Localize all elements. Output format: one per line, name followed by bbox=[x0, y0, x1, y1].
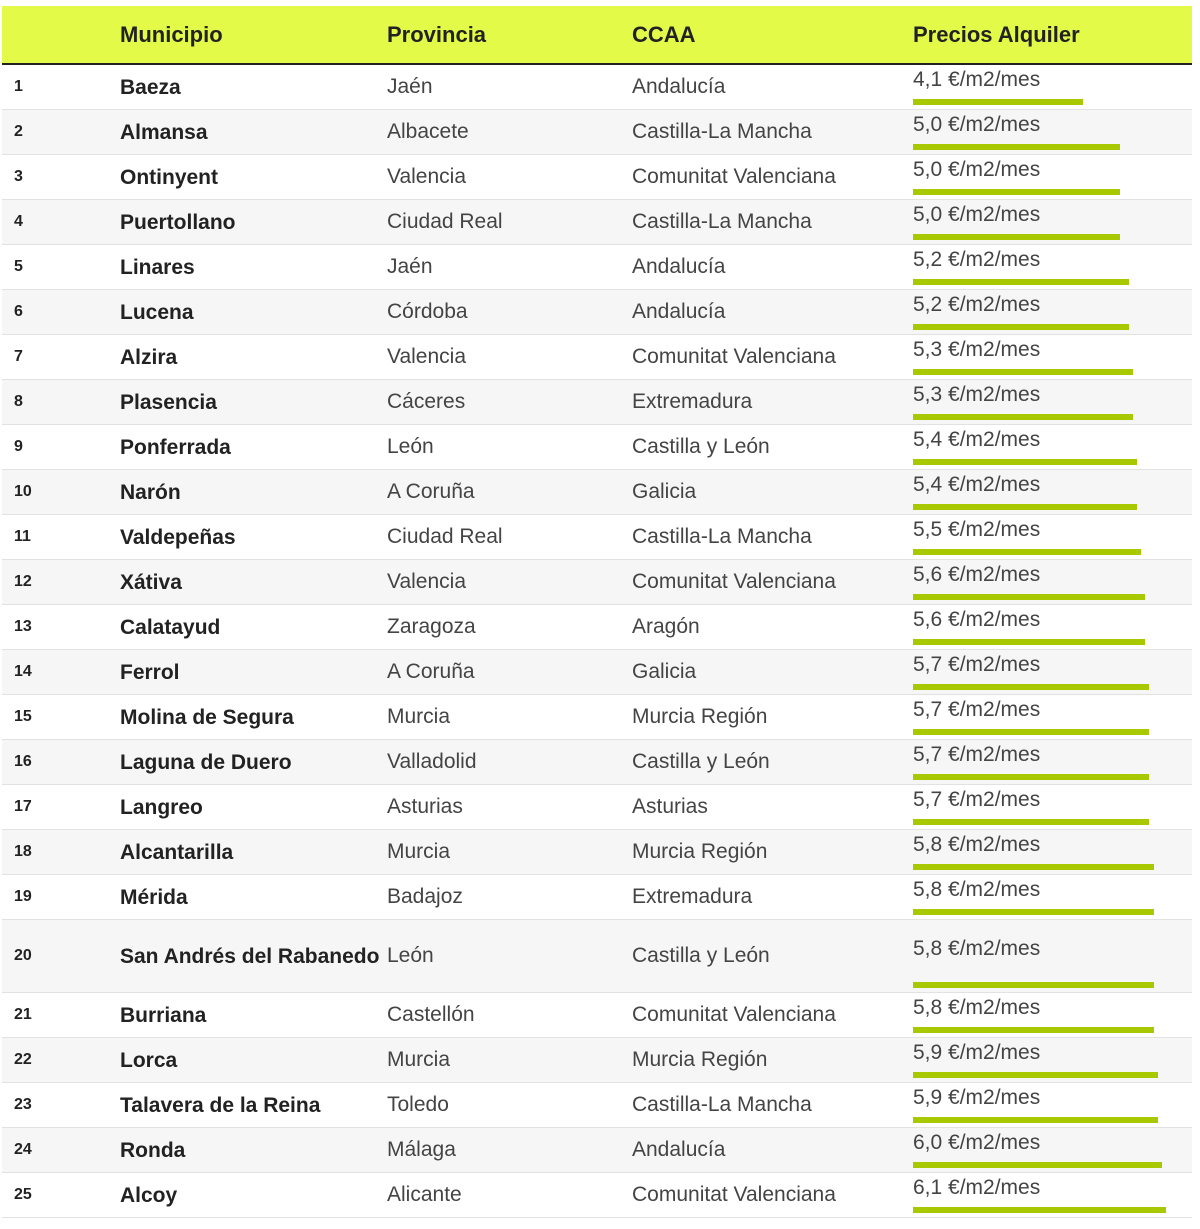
row-rank: 8 bbox=[14, 393, 23, 410]
row-precio-cell bbox=[913, 425, 1192, 469]
row-municipio: Ponferrada bbox=[120, 435, 231, 459]
table-row bbox=[2, 515, 1192, 560]
row-rank: 17 bbox=[14, 798, 32, 815]
row-provincia: Murcia bbox=[387, 705, 451, 728]
row-ccaa: Galicia bbox=[632, 660, 697, 683]
price-bar bbox=[913, 99, 1083, 105]
row-municipio: Laguna de Duero bbox=[120, 750, 292, 774]
row-precio: 5,4 €/m2/mes bbox=[913, 428, 1041, 451]
row-precio: 5,3 €/m2/mes bbox=[913, 383, 1041, 406]
price-bar bbox=[913, 234, 1120, 240]
row-rank: 2 bbox=[14, 123, 23, 140]
table-row bbox=[2, 290, 1192, 335]
row-precio: 5,3 €/m2/mes bbox=[913, 338, 1041, 361]
header-provincia[interactable]: Provincia bbox=[387, 21, 487, 47]
row-municipio: Molina de Segura bbox=[120, 705, 294, 729]
row-precio-cell bbox=[913, 290, 1192, 334]
row-provincia: Valladolid bbox=[387, 750, 477, 773]
row-provincia: Cáceres bbox=[387, 390, 466, 413]
row-precio: 4,1 €/m2/mes bbox=[913, 68, 1041, 91]
header-municipio[interactable]: Municipio bbox=[120, 22, 223, 47]
table-row bbox=[2, 1128, 1192, 1173]
row-ccaa: Aragón bbox=[632, 615, 700, 638]
row-ccaa: Asturias bbox=[632, 795, 708, 818]
row-precio: 5,6 €/m2/mes bbox=[913, 608, 1041, 631]
row-precio-cell bbox=[913, 1173, 1192, 1217]
row-precio-cell bbox=[913, 605, 1192, 649]
row-provincia: Valencia bbox=[387, 570, 466, 593]
row-municipio: Baeza bbox=[120, 75, 181, 99]
table-row bbox=[2, 1083, 1192, 1128]
row-provincia: Alicante bbox=[387, 1183, 462, 1206]
row-rank: 23 bbox=[14, 1096, 32, 1113]
row-precio: 5,8 €/m2/mes bbox=[913, 833, 1041, 856]
row-provincia: León bbox=[387, 435, 434, 458]
row-municipio: Linares bbox=[120, 255, 195, 279]
row-municipio: Almansa bbox=[120, 120, 208, 144]
row-provincia: Murcia bbox=[387, 1048, 451, 1071]
row-rank: 13 bbox=[14, 618, 32, 635]
table-row bbox=[2, 740, 1192, 785]
row-ccaa: Andalucía bbox=[632, 255, 726, 278]
row-rank: 14 bbox=[14, 663, 32, 680]
row-rank: 1 bbox=[14, 78, 23, 95]
row-ccaa: Castilla-La Mancha bbox=[632, 120, 812, 143]
row-municipio: Narón bbox=[120, 480, 181, 504]
row-municipio: Burriana bbox=[120, 1003, 207, 1027]
row-provincia: Zaragoza bbox=[387, 615, 476, 638]
row-precio: 5,5 €/m2/mes bbox=[913, 518, 1041, 541]
row-rank: 3 bbox=[14, 168, 23, 185]
row-provincia: Málaga bbox=[387, 1138, 456, 1161]
row-ccaa: Murcia Región bbox=[632, 1048, 768, 1071]
row-provincia: Badajoz bbox=[387, 885, 463, 908]
price-bar bbox=[913, 1117, 1158, 1123]
table-row bbox=[2, 1038, 1192, 1083]
row-rank: 16 bbox=[14, 753, 32, 770]
row-precio: 5,7 €/m2/mes bbox=[913, 788, 1041, 811]
row-municipio: Alzira bbox=[120, 345, 178, 369]
row-provincia: Toledo bbox=[387, 1093, 449, 1116]
table-row bbox=[2, 380, 1192, 425]
row-provincia: Albacete bbox=[387, 120, 469, 143]
row-ccaa: Extremadura bbox=[632, 390, 753, 413]
row-provincia: Jaén bbox=[387, 75, 433, 98]
price-bar bbox=[913, 684, 1149, 690]
rental-price-table bbox=[2, 6, 1192, 1218]
row-ccaa: Castilla y León bbox=[632, 944, 770, 967]
row-municipio: Lorca bbox=[120, 1048, 178, 1072]
table-row bbox=[2, 425, 1192, 470]
table-row bbox=[2, 335, 1192, 380]
row-municipio: Plasencia bbox=[120, 390, 217, 414]
row-ccaa: Andalucía bbox=[632, 300, 726, 323]
row-provincia: Castellón bbox=[387, 1003, 475, 1026]
price-bar bbox=[913, 459, 1137, 465]
row-ccaa: Castilla-La Mancha bbox=[632, 210, 812, 233]
price-bar bbox=[913, 504, 1137, 510]
row-rank: 15 bbox=[14, 708, 32, 725]
table-header bbox=[2, 6, 1192, 65]
price-bar bbox=[913, 369, 1133, 375]
row-rank: 11 bbox=[14, 528, 31, 545]
row-municipio: Mérida bbox=[120, 885, 188, 909]
row-precio-cell bbox=[913, 875, 1192, 919]
row-rank: 4 bbox=[14, 213, 23, 230]
price-bar bbox=[913, 189, 1120, 195]
row-precio: 6,0 €/m2/mes bbox=[913, 1131, 1041, 1154]
row-precio: 5,2 €/m2/mes bbox=[913, 248, 1041, 271]
row-municipio: Ferrol bbox=[120, 660, 180, 684]
table-row bbox=[2, 245, 1192, 290]
row-ccaa: Andalucía bbox=[632, 75, 726, 98]
row-ccaa: Castilla-La Mancha bbox=[632, 525, 812, 548]
row-precio-cell bbox=[913, 380, 1192, 424]
table-row bbox=[2, 785, 1192, 830]
table-row bbox=[2, 155, 1192, 200]
row-provincia: Valencia bbox=[387, 345, 466, 368]
row-ccaa: Comunitat Valenciana bbox=[632, 345, 836, 368]
row-precio: 5,0 €/m2/mes bbox=[913, 158, 1041, 181]
table-row bbox=[2, 993, 1192, 1038]
row-municipio: Ontinyent bbox=[120, 165, 218, 189]
row-ccaa: Castilla-La Mancha bbox=[632, 1093, 812, 1116]
row-precio: 5,0 €/m2/mes bbox=[913, 203, 1041, 226]
price-bar bbox=[913, 279, 1129, 285]
row-rank: 22 bbox=[14, 1051, 32, 1068]
table-row bbox=[2, 650, 1192, 695]
row-precio: 5,2 €/m2/mes bbox=[913, 293, 1041, 316]
row-municipio: San Andrés del Rabanedo bbox=[120, 944, 380, 968]
row-ccaa: Castilla y León bbox=[632, 435, 770, 458]
price-bar bbox=[913, 594, 1145, 600]
row-ccaa: Comunitat Valenciana bbox=[632, 570, 836, 593]
row-municipio: Alcantarilla bbox=[120, 840, 234, 864]
price-bar bbox=[913, 1207, 1166, 1213]
row-rank: 20 bbox=[14, 947, 32, 964]
price-bar bbox=[913, 819, 1149, 825]
row-rank: 21 bbox=[14, 1006, 32, 1023]
row-provincia: Asturias bbox=[387, 795, 463, 818]
row-municipio: Ronda bbox=[120, 1138, 186, 1162]
price-bar bbox=[913, 1027, 1154, 1033]
row-provincia: A Coruña bbox=[387, 480, 475, 503]
row-precio-cell bbox=[913, 335, 1192, 379]
row-precio-cell bbox=[913, 110, 1192, 154]
price-bar bbox=[913, 864, 1154, 870]
table-row bbox=[2, 1173, 1192, 1218]
row-provincia: Murcia bbox=[387, 840, 451, 863]
row-precio: 5,8 €/m2/mes bbox=[913, 937, 1041, 960]
table-row bbox=[2, 875, 1192, 920]
row-ccaa: Castilla y León bbox=[632, 750, 770, 773]
row-ccaa: Extremadura bbox=[632, 885, 753, 908]
row-ccaa: Comunitat Valenciana bbox=[632, 165, 836, 188]
row-precio: 5,8 €/m2/mes bbox=[913, 996, 1041, 1019]
row-provincia: A Coruña bbox=[387, 660, 475, 683]
header-ccaa[interactable]: CCAA bbox=[632, 21, 696, 47]
table-body bbox=[2, 65, 1192, 1218]
row-precio-cell bbox=[913, 993, 1192, 1037]
price-bar bbox=[913, 729, 1149, 735]
header-precio[interactable]: Precios Alquiler bbox=[913, 21, 1080, 47]
row-ccaa: Andalucía bbox=[632, 1138, 726, 1161]
row-municipio: Valdepeñas bbox=[120, 525, 236, 549]
price-bar bbox=[913, 639, 1145, 645]
row-precio-cell bbox=[913, 470, 1192, 514]
row-municipio: Lucena bbox=[120, 300, 194, 324]
row-rank: 18 bbox=[14, 843, 32, 860]
row-rank: 6 bbox=[14, 303, 23, 320]
table-row bbox=[2, 470, 1192, 515]
price-bar bbox=[913, 774, 1149, 780]
price-bar bbox=[913, 144, 1120, 150]
row-precio-cell bbox=[913, 1083, 1192, 1127]
table-row bbox=[2, 200, 1192, 245]
row-precio-cell bbox=[913, 785, 1192, 829]
row-precio-cell bbox=[913, 515, 1192, 559]
row-ccaa: Comunitat Valenciana bbox=[632, 1183, 836, 1206]
row-precio-cell bbox=[913, 1128, 1192, 1172]
row-rank: 19 bbox=[14, 888, 32, 905]
price-bar bbox=[913, 414, 1133, 420]
row-provincia: Valencia bbox=[387, 165, 466, 188]
row-municipio: Talavera de la Reina bbox=[120, 1093, 321, 1117]
table-row bbox=[2, 920, 1192, 993]
row-provincia: Ciudad Real bbox=[387, 210, 503, 233]
row-precio: 5,7 €/m2/mes bbox=[913, 653, 1041, 676]
row-precio: 5,7 €/m2/mes bbox=[913, 743, 1041, 766]
row-municipio: Alcoy bbox=[120, 1183, 178, 1207]
row-precio-cell bbox=[913, 65, 1192, 109]
row-rank: 12 bbox=[14, 573, 32, 590]
price-bar bbox=[913, 1162, 1162, 1168]
row-precio-cell bbox=[913, 650, 1192, 694]
row-ccaa: Murcia Región bbox=[632, 705, 768, 728]
row-provincia: Ciudad Real bbox=[387, 525, 503, 548]
row-precio-cell bbox=[913, 200, 1192, 244]
row-precio: 6,1 €/m2/mes bbox=[913, 1176, 1041, 1199]
price-bar bbox=[913, 324, 1129, 330]
row-rank: 10 bbox=[14, 483, 32, 500]
row-precio: 5,9 €/m2/mes bbox=[913, 1086, 1041, 1109]
price-bar bbox=[913, 909, 1154, 915]
row-municipio: Langreo bbox=[120, 795, 203, 819]
row-precio-cell bbox=[913, 155, 1192, 199]
price-bar bbox=[913, 1072, 1158, 1078]
row-ccaa: Murcia Región bbox=[632, 840, 768, 863]
row-rank: 24 bbox=[14, 1141, 32, 1158]
table-row bbox=[2, 830, 1192, 875]
row-precio-cell bbox=[913, 245, 1192, 289]
row-precio: 5,7 €/m2/mes bbox=[913, 698, 1041, 721]
row-ccaa: Comunitat Valenciana bbox=[632, 1003, 836, 1026]
row-precio: 5,6 €/m2/mes bbox=[913, 563, 1041, 586]
row-ccaa: Galicia bbox=[632, 480, 697, 503]
row-precio-cell bbox=[913, 830, 1192, 874]
row-rank: 7 bbox=[14, 348, 23, 365]
row-rank: 25 bbox=[14, 1186, 32, 1203]
row-municipio: Xátiva bbox=[120, 570, 182, 594]
row-precio-cell bbox=[913, 920, 1192, 992]
table-row bbox=[2, 110, 1192, 155]
price-bar bbox=[913, 982, 1154, 988]
row-provincia: Jaén bbox=[387, 255, 433, 278]
table-row bbox=[2, 695, 1192, 740]
row-precio-cell bbox=[913, 1038, 1192, 1082]
row-precio-cell bbox=[913, 560, 1192, 604]
table-row bbox=[2, 560, 1192, 605]
table-row bbox=[2, 605, 1192, 650]
row-precio: 5,0 €/m2/mes bbox=[913, 113, 1041, 136]
row-precio: 5,9 €/m2/mes bbox=[913, 1041, 1041, 1064]
table-row bbox=[2, 65, 1192, 110]
row-precio: 5,8 €/m2/mes bbox=[913, 878, 1041, 901]
row-precio: 5,4 €/m2/mes bbox=[913, 473, 1041, 496]
row-provincia: Córdoba bbox=[387, 300, 468, 323]
row-precio-cell bbox=[913, 695, 1192, 739]
row-municipio: Calatayud bbox=[120, 615, 221, 639]
price-bar bbox=[913, 549, 1141, 555]
row-provincia: León bbox=[387, 944, 434, 967]
row-municipio: Puertollano bbox=[120, 210, 236, 234]
row-precio-cell bbox=[913, 740, 1192, 784]
row-rank: 5 bbox=[14, 258, 23, 275]
row-rank: 9 bbox=[14, 438, 23, 455]
